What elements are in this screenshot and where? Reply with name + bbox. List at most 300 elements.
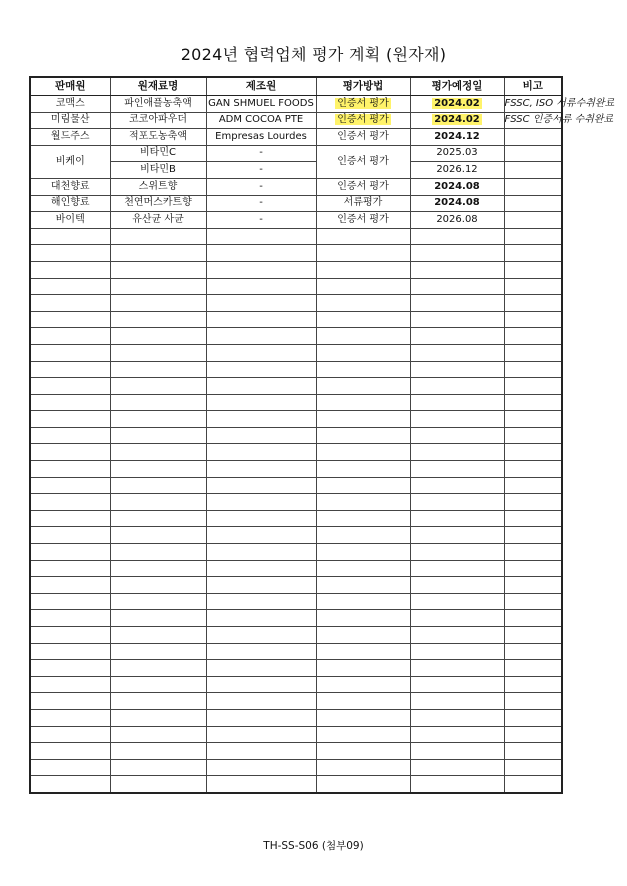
empty-cell [504,743,562,760]
empty-cell [206,610,316,627]
seller-cell: 대천향료 [30,178,110,195]
table-row [30,162,562,179]
empty-cell [110,427,206,444]
empty-cell [316,610,410,627]
empty-cell [316,261,410,278]
empty-cell [110,411,206,428]
material-cell: 유산균 사균 [110,212,206,229]
empty-cell [30,344,110,361]
empty-cell [30,676,110,693]
empty-cell [30,278,110,295]
empty-cell [110,444,206,461]
empty-cell [30,328,110,345]
table-row [30,112,562,129]
empty-cell [30,427,110,444]
empty-cell [504,444,562,461]
empty-cell [30,544,110,561]
material-cell: 적포도농축액 [110,129,206,146]
empty-cell [316,726,410,743]
empty-cell [504,494,562,511]
empty-cell [504,394,562,411]
seller-cell: 코맥스 [30,96,110,113]
table-row [30,178,562,195]
seller-cell: 해인향료 [30,195,110,212]
highlighted-method: 인증서 평가 [337,97,389,109]
document-footer-code: TH-SS-S06 (첨부09) [263,840,364,852]
empty-cell [504,477,562,494]
method-cell: 인증서 평가 [316,212,410,229]
empty-cell [504,311,562,328]
empty-cell [206,726,316,743]
empty-cell [206,394,316,411]
empty-cell [316,494,410,511]
method-cell [316,112,410,129]
empty-cell [316,427,410,444]
empty-cell [30,245,110,262]
highlighted-date: 2024.02 [434,97,480,109]
table-row [30,212,562,229]
empty-cell [504,776,562,793]
empty-cell [504,461,562,478]
manufacturer-cell: Empresas Lourdes [206,129,316,146]
empty-cell [30,743,110,760]
empty-cell [316,593,410,610]
empty-cell [410,344,504,361]
empty-cell [316,676,410,693]
empty-cell [110,610,206,627]
material-cell: 비타민C [110,145,206,162]
empty-cell [206,311,316,328]
empty-cell [410,676,504,693]
empty-row [30,411,562,428]
empty-cell [316,627,410,644]
empty-cell [110,759,206,776]
empty-cell [316,477,410,494]
empty-cell [30,577,110,594]
empty-cell [110,577,206,594]
empty-row [30,394,562,411]
empty-row [30,726,562,743]
empty-cell [504,411,562,428]
material-cell: 천연머스카트향 [110,195,206,212]
empty-row [30,660,562,677]
empty-cell [30,411,110,428]
empty-cell [316,311,410,328]
empty-cell [206,328,316,345]
empty-cell [110,776,206,793]
empty-cell [316,228,410,245]
empty-cell [206,344,316,361]
empty-cell [110,295,206,312]
empty-cell [30,494,110,511]
seller-cell: 바이텍 [30,212,110,229]
header-manufacturer: 제조원 [206,77,316,96]
empty-row [30,577,562,594]
empty-cell [30,660,110,677]
empty-cell [410,726,504,743]
empty-cell [316,344,410,361]
empty-cell [410,328,504,345]
empty-cell [504,593,562,610]
empty-cell [504,627,562,644]
empty-cell [30,759,110,776]
empty-cell [206,427,316,444]
empty-cell [110,676,206,693]
empty-cell [206,776,316,793]
empty-cell [410,643,504,660]
empty-row [30,328,562,345]
empty-cell [504,261,562,278]
empty-cell [504,577,562,594]
table-row [30,195,562,212]
empty-cell [206,709,316,726]
empty-row [30,427,562,444]
empty-cell [316,709,410,726]
manufacturer-cell: GAN SHMUEL FOODS [206,96,316,113]
empty-cell [110,261,206,278]
material-cell: 코코아파우더 [110,112,206,129]
header-note: 비고 [504,77,562,96]
empty-cell [410,228,504,245]
date-cell: 2026.12 [410,162,504,179]
empty-cell [110,544,206,561]
empty-cell [410,776,504,793]
empty-cell [316,394,410,411]
empty-row [30,593,562,610]
method-cell: 인증서 평가 [316,145,410,178]
empty-cell [316,743,410,760]
empty-cell [316,295,410,312]
empty-cell [316,245,410,262]
empty-cell [30,444,110,461]
empty-cell [206,477,316,494]
empty-cell [110,394,206,411]
manufacturer-cell [206,112,316,129]
date-cell: 2025.03 [410,145,504,162]
empty-cell [504,427,562,444]
manufacturer-cell: - [206,145,316,162]
empty-cell [110,328,206,345]
empty-row [30,378,562,395]
empty-cell [30,726,110,743]
empty-cell [206,494,316,511]
header-seller: 판매원 [30,77,110,96]
empty-cell [316,328,410,345]
empty-cell [110,278,206,295]
empty-cell [410,693,504,710]
empty-cell [316,510,410,527]
empty-row [30,676,562,693]
empty-cell [504,510,562,527]
empty-cell [504,245,562,262]
empty-cell [30,776,110,793]
method-cell: 서류평가 [316,195,410,212]
empty-cell [30,693,110,710]
date-cell: 2024.08 [410,178,504,195]
empty-cell [316,361,410,378]
empty-cell [410,378,504,395]
empty-cell [110,311,206,328]
empty-cell [30,560,110,577]
empty-cell [110,560,206,577]
empty-cell [110,494,206,511]
empty-cell [504,295,562,312]
note-cell [504,129,562,146]
table-row [30,145,562,162]
handwritten-note: FSSC, ISO 서류수취완료 [504,96,562,113]
date-cell: 2024.12 [410,129,504,146]
empty-cell [410,461,504,478]
empty-cell [30,228,110,245]
method-cell [316,96,410,113]
empty-cell [410,278,504,295]
empty-cell [410,627,504,644]
empty-cell [110,709,206,726]
empty-cell [504,278,562,295]
empty-row [30,228,562,245]
empty-cell [410,411,504,428]
empty-row [30,610,562,627]
empty-cell [206,295,316,312]
empty-cell [316,278,410,295]
empty-cell [206,759,316,776]
empty-cell [316,693,410,710]
empty-row [30,643,562,660]
empty-cell [316,660,410,677]
empty-cell [110,527,206,544]
empty-row [30,743,562,760]
material-cell: 파인애플농축액 [110,96,206,113]
handwritten-note: FSSC 인증서류 수취완료 [504,112,562,129]
empty-cell [504,643,562,660]
empty-cell [410,311,504,328]
empty-cell [316,444,410,461]
empty-cell [110,461,206,478]
empty-cell [316,527,410,544]
seller-cell: 미림물산 [30,112,110,129]
empty-cell [410,477,504,494]
empty-row [30,295,562,312]
empty-cell [206,593,316,610]
seller-cell: 월드주스 [30,129,110,146]
empty-cell [206,278,316,295]
empty-cell [30,510,110,527]
empty-cell [206,577,316,594]
empty-cell [30,261,110,278]
empty-cell [30,361,110,378]
empty-cell [410,295,504,312]
empty-cell [316,461,410,478]
empty-cell [504,560,562,577]
empty-cell [504,610,562,627]
empty-cell [410,510,504,527]
empty-cell [30,461,110,478]
note-cell [504,162,562,179]
empty-cell [316,776,410,793]
empty-cell [410,660,504,677]
empty-cell [206,228,316,245]
empty-cell [410,610,504,627]
empty-cell [410,577,504,594]
header-date: 평가예정일 [410,77,504,96]
empty-cell [110,477,206,494]
empty-cell [316,759,410,776]
empty-cell [410,361,504,378]
empty-cell [110,378,206,395]
material-cell: 스위트향 [110,178,206,195]
empty-cell [316,560,410,577]
empty-cell [30,394,110,411]
empty-row [30,627,562,644]
empty-cell [30,477,110,494]
empty-cell [206,444,316,461]
empty-cell [30,643,110,660]
empty-cell [110,643,206,660]
empty-cell [206,261,316,278]
empty-cell [410,544,504,561]
method-cell: 인증서 평가 [316,178,410,195]
empty-cell [206,693,316,710]
note-cell [504,145,562,162]
note-cell [504,195,562,212]
date-cell: 2026.08 [410,212,504,229]
header-material: 원재료명 [110,77,206,96]
empty-cell [206,560,316,577]
empty-row [30,311,562,328]
empty-row [30,361,562,378]
empty-cell [504,693,562,710]
empty-cell [110,627,206,644]
empty-cell [110,593,206,610]
empty-row [30,477,562,494]
empty-cell [206,378,316,395]
table-header-row [30,77,562,96]
manufacturer-text: ADM COCOA PTE [218,114,304,126]
empty-row [30,510,562,527]
empty-cell [206,660,316,677]
empty-cell [316,577,410,594]
empty-row [30,344,562,361]
empty-cell [110,228,206,245]
empty-cell [30,610,110,627]
seller-cell: 비케이 [30,145,110,178]
empty-cell [410,759,504,776]
empty-cell [504,544,562,561]
table-row [30,96,562,113]
empty-row [30,709,562,726]
empty-row [30,776,562,793]
empty-row [30,261,562,278]
empty-cell [110,344,206,361]
empty-cell [110,660,206,677]
manufacturer-cell: - [206,178,316,195]
empty-cell [110,245,206,262]
empty-cell [30,593,110,610]
empty-cell [206,627,316,644]
empty-row [30,278,562,295]
empty-cell [410,444,504,461]
empty-cell [30,527,110,544]
empty-cell [206,461,316,478]
empty-cell [504,361,562,378]
manufacturer-cell: - [206,212,316,229]
empty-cell [504,527,562,544]
manufacturer-cell: - [206,162,316,179]
empty-cell [110,726,206,743]
empty-cell [206,510,316,527]
empty-cell [504,660,562,677]
empty-cell [206,245,316,262]
empty-cell [410,560,504,577]
empty-cell [316,544,410,561]
empty-cell [206,361,316,378]
empty-cell [110,743,206,760]
empty-cell [316,378,410,395]
empty-row [30,544,562,561]
empty-cell [504,709,562,726]
empty-cell [206,676,316,693]
empty-cell [410,245,504,262]
empty-row [30,693,562,710]
empty-cell [316,643,410,660]
highlighted-method: 인증서 평가 [337,114,389,126]
empty-row [30,444,562,461]
empty-row [30,245,562,262]
empty-cell [504,759,562,776]
empty-cell [504,676,562,693]
empty-cell [206,527,316,544]
empty-cell [410,527,504,544]
date-cell: 2024.08 [410,195,504,212]
material-cell: 비타민B [110,162,206,179]
method-cell: 인증서 평가 [316,129,410,146]
empty-cell [410,494,504,511]
empty-cell [30,295,110,312]
evaluation-plan-table [29,76,615,794]
empty-cell [30,627,110,644]
empty-cell [410,709,504,726]
date-cell [410,112,504,129]
highlighted-date: 2024.02 [434,114,480,126]
empty-row [30,527,562,544]
empty-cell [110,693,206,710]
header-method: 평가방법 [316,77,410,96]
empty-cell [410,743,504,760]
empty-row [30,759,562,776]
empty-cell [410,394,504,411]
empty-row [30,461,562,478]
table-row [30,129,562,146]
note-cell [504,212,562,229]
empty-cell [30,709,110,726]
date-cell [410,96,504,113]
empty-cell [206,743,316,760]
empty-row [30,560,562,577]
empty-cell [110,510,206,527]
empty-cell [110,361,206,378]
empty-cell [206,643,316,660]
empty-cell [316,411,410,428]
empty-cell [410,261,504,278]
document-title: 2024년 협력업체 평가 계획 (원자재) [180,45,447,64]
empty-cell [504,228,562,245]
empty-cell [504,344,562,361]
empty-cell [206,411,316,428]
empty-cell [410,593,504,610]
empty-cell [30,311,110,328]
empty-cell [410,427,504,444]
empty-cell [504,378,562,395]
